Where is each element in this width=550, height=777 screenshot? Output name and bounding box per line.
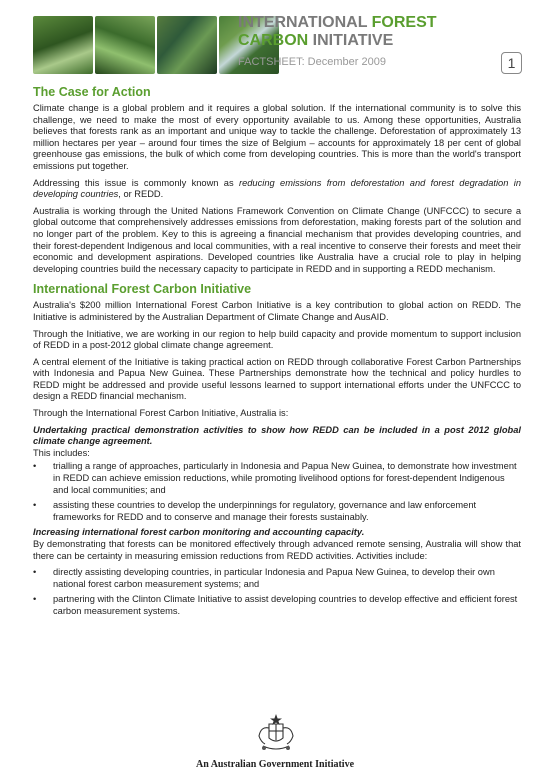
bullet-list <box>33 567 521 617</box>
page-number-badge: 1 <box>501 52 522 74</box>
footer-tagline: An Australian Government Initiative <box>195 759 355 770</box>
factsheet-date: FACTSHEET: December 2009 <box>238 56 386 68</box>
subheading: Undertaking practical demonstration activities to show how REDD can be included in a post 2012 global climate change agreement. <box>33 424 521 447</box>
forest-photo-3 <box>157 16 217 74</box>
list-item: • directly assisting developing countries, in particular Indonesia and Papua New Guinea, to develop their own national forest carbon measurement systems; and <box>33 567 521 590</box>
list-item: • partnering with the Clinton Climate Initiative to assist developing countries to develop effective and efficient forest carbon measurement systems. <box>33 594 521 617</box>
bullet-list <box>33 461 521 523</box>
forest-photo-1 <box>33 16 93 74</box>
coat-of-arms-icon <box>255 712 297 756</box>
paragraph: Australia is working through the United Nations Framework Convention on Climate Change (UNFCCC) to secure a global outcome that comprehensively addresses emissions from deforestation, making forests part of the solution and no longer part of the problem. Key to this is agreeing a financial mechanism that provides developing countries, and their forest-dependent Indigenous and local communities, with a real incentive to conserve their forests and meet their economic and development aspirations. Developed countries like Australia have a crucial role to play in helping developing countries build the necessary capacity to participate in REDD and in supporting a REDD mechanism. <box>33 205 521 274</box>
paragraph-redd-definition: Addressing this issue is commonly known as reducing emissions from deforestation and forest degradation in developing countries, or REDD. <box>33 177 521 200</box>
paragraph: Through the International Forest Carbon Initiative, Australia is: <box>33 408 289 419</box>
document-title: INTERNATIONAL FOREST CARBON INITIATIVE <box>238 14 437 49</box>
list-item: • trialling a range of approaches, particularly in Indonesia and Papua New Guinea, to demonstrate how investment in REDD can achieve emission reductions, while promoting livelihood options for forest-dependent Indigenous and local communities; and <box>33 461 521 496</box>
section-heading: International Forest Carbon Initiative <box>33 282 252 297</box>
subheading: Increasing international forest carbon monitoring and accounting capacity. <box>33 527 365 538</box>
paragraph: Through the Initiative, we are working in our region to help build capacity and provide momentum to support inclusion of REDD in a post-2012 global climate change agreement. <box>33 328 521 351</box>
paragraph: Australia's $200 million International Forest Carbon Initiative is a key contribution to global action on REDD. The Initiative is administered by the Australian Department of Climate Change and AusAID. <box>33 300 521 322</box>
paragraph: A central element of the Initiative is taking practical action on REDD through collaborative Forest Carbon Partnerships with Indonesia and Papua New Guinea. These Partnerships demonstrate how the technical and policy hurdles to REDD might be addressed and provide useful lessons learned to support international efforts under the UNFCCC to design a REDD financial mechanism. <box>33 356 521 402</box>
paragraph: By demonstrating that forests can be monitored effectively through advanced remote sensing, Australia will show that there can be certainty in measuring emission reductions from REDD activities. Activities include: <box>33 539 521 561</box>
paragraph: Climate change is a global problem and it requires a global solution. If the international community is to solve this challenge, we need to make the most of every opportunity available to us. Among these opportunities, Australia believes that forests rank as an important and unique way to tackle the challenge. Deforestation of approximately 13 million hectares per year – around four times the size of Belgium – accounts for approximately 18 per cent of global greenhouse gas emissions, the bulk of which come from developing countries. This is more than the world's transport emissions put together. <box>33 103 521 171</box>
forest-photo-2 <box>95 16 155 74</box>
paragraph: This includes: <box>33 447 90 458</box>
section-heading: The Case for Action <box>33 85 151 99</box>
list-item: • assisting these countries to develop the underpinnings for regulatory, governance and law enforcement frameworks for REDD and to conserve and manage their forests sustainably. <box>33 500 521 523</box>
main-content <box>33 85 521 622</box>
